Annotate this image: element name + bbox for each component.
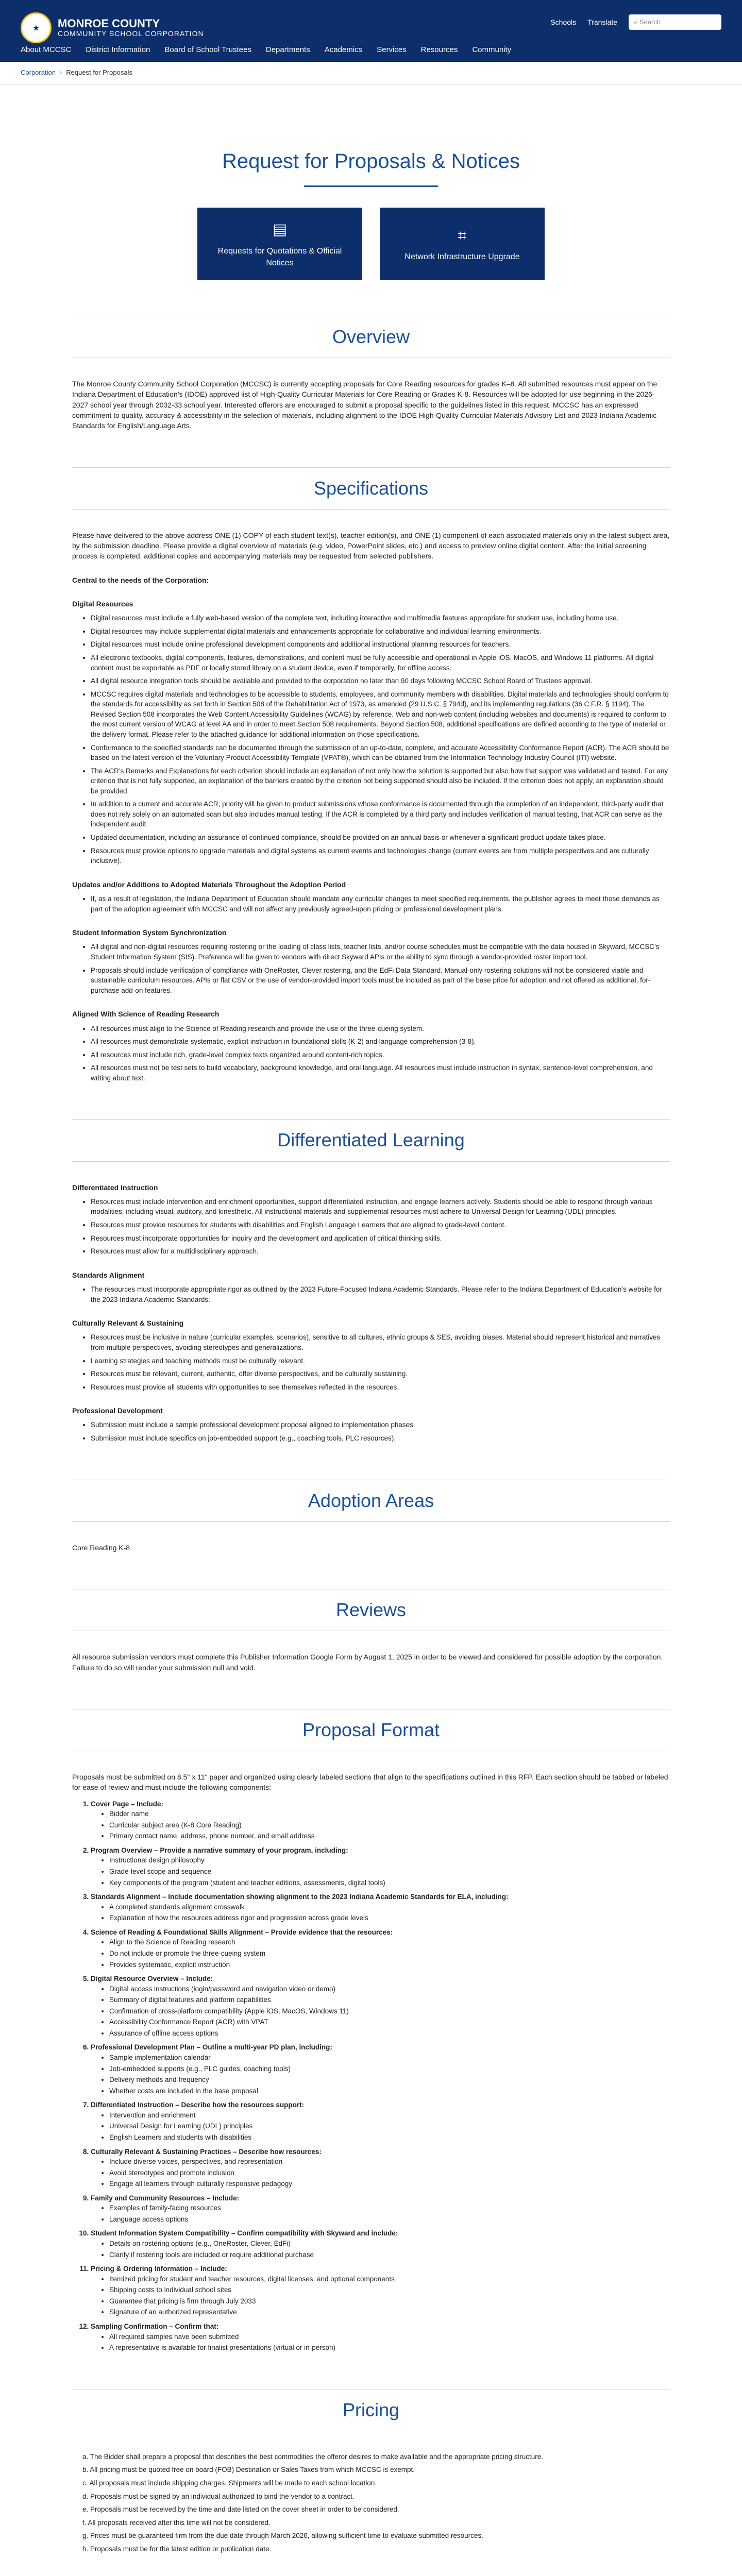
format-subitem: • Language access options <box>109 2214 670 2225</box>
format-subitem: • Primary contact name, address, phone number, and email address <box>109 1831 670 1841</box>
list-item: • Updated documentation, including an assurance of continued compliance, should be provided on an annual basis or whenever a significant product update takes place. <box>91 833 670 843</box>
format-subitem: • Key components of the program (student and teacher editions, assessments, digital tools) <box>109 1878 670 1888</box>
pd-list <box>91 1420 670 1443</box>
format-subitem: • A completed standards alignment crosswalk <box>109 1902 670 1912</box>
format-subitem: • Delivery methods and frequency <box>109 2075 670 2085</box>
pd-heading: Professional Development <box>72 1406 163 1415</box>
nav-item[interactable]: Community <box>472 45 512 54</box>
format-item-title: Professional Development Plan – Outline a multi-year PD plan, including: <box>91 2043 332 2052</box>
list-item: • All resources must not be test sets to build vocabulary, background knowledge, and oral language. All resources must include instruction in syntax, sentence-level comprehension, and writing about text. <box>91 1063 670 1083</box>
digital-heading: Digital Resources <box>72 600 133 608</box>
section-heading: Proposal Format <box>72 1709 670 1751</box>
translate-menu[interactable]: Translate <box>587 18 617 26</box>
format-item-title: Standards Alignment – Include documentation showing alignment to the 2023 Indiana Academic Standards for ELA, including: <box>91 1893 509 1901</box>
format-sublist <box>109 2274 670 2317</box>
nav-item[interactable]: Academics <box>324 45 363 54</box>
format-item <box>91 2147 670 2189</box>
format-list <box>91 1799 670 2353</box>
format-subitem: • Engage all learners through culturally responsive pedagogy <box>109 2179 670 2189</box>
section-heading: Pricing <box>72 2389 670 2431</box>
list-item: • All electronic textbooks, digital components, features, demonstrations, and content must be fully accessible and operational in Apple iOS, MacOS, and Windows 11 platforms. All digital content must be exportable as PDF or locally stored library on a student device, even if temporarily, for offline access. <box>91 653 670 673</box>
format-item-title: Pricing & Ordering Information – Include: <box>91 2265 227 2273</box>
format-item <box>91 1799 670 1841</box>
format-subitem: • Bidder name <box>109 1809 670 1819</box>
breadcrumb-separator: › <box>59 69 62 77</box>
format-subitem: • Universal Design for Learning (UDL) principles <box>109 2121 670 2131</box>
central-heading: Central to the needs of the Corporation: <box>72 575 209 584</box>
format-subitem: • Guarantee that pricing is firm through July 2033 <box>109 2296 670 2307</box>
page-title: Request for Proposals & Notices <box>222 150 520 173</box>
standards-heading: Standards Alignment <box>72 1270 145 1279</box>
list-item: • All resources must include rich, grade-level complex texts organized around content-rich topics. <box>91 1050 670 1060</box>
list-item: • All digital and non-digital resources requiring rostering or the loading of class lists, teacher lists, and/or course schedules must be compatible with the data housed in Skyward, MCCSC’s Student Information System (SIS). Preference will be given to vendors with direct Skyward APIs or the ability to sync through a vendor-provided roster import tool. <box>91 942 670 962</box>
updates-heading: Updates and/or Additions to Adopted Materials Throughout the Adoption Period <box>72 880 346 889</box>
list-item: • Learning strategies and teaching methods must be culturally relevant. <box>91 1356 670 1366</box>
search-icon: ⌕ <box>634 18 639 26</box>
list-item: • If, as a result of legislation, the Indiana Department of Education should mandate any curricular changes to meet specified requirements, the publisher agrees to meet those demands as part of the adoption agreement with MCCSC and will not affect any previously agreed-upon pricing or professional development plans. <box>91 894 670 914</box>
section-heading: Adoption Areas <box>72 1480 670 1522</box>
format-sublist <box>109 1984 670 2039</box>
format-subitem: • Details on rostering options (e.g., OneRoster, Clever, EdFi) <box>109 2239 670 2249</box>
list-item: • The ACR’s Remarks and Explanations for each criterion should include an explanation of not only how the solution is supported but also how that support was validated and tested. For any criterion that is not fully supported, an explanation of the barriers created by the criterion not being supported should also be included. If the criterion does not apply, an explanation should be provided. <box>91 766 670 796</box>
format-subitem: • Whether costs are included in the base proposal <box>109 2086 670 2096</box>
format-subitem: • Accessibility Conformance Report (ACR) with VPAT <box>109 2017 670 2027</box>
format-item <box>91 2100 670 2142</box>
format-subitem: • Explanation of how the resources address rigor and progression across grade levels <box>109 1913 670 1923</box>
list-item: • All digital resource integration tools should be available and provided to the corporation no later than 90 days following MCCSC School Board of Trustees approval. <box>91 676 670 686</box>
overview-text: The Monroe County Community School Corporation (MCCSC) is currently accepting proposals for Core Reading resources for grades K–8. All submitted resources must appear on the Indiana Department of Education’s (IDOE) approved list of High-Quality Curricular Materials for Core Reading or Grades K-8. Resources will be adopted for use beginning in the 2026-2027 school year through 2032-33 school year. Interested offerors are encouraged to submit a proposal specific to the guidelines listed in this request. MCCSC has an expressed commitment to quality, accuracy & accessibility in the selection of materials, including alignment to the IDOE High-Quality Curricular Materials Advisory List and 2023 Indiana Academic Standards for English/Language Arts. <box>72 380 657 430</box>
format-subitem: • Do not include or promote the three-cueing system <box>109 1948 670 1959</box>
list-item: • Proposals should include verification of compliance with OneRoster, Clever rostering, and the EdFi Data Standard. Manual-only rostering solutions will not be considered viable and sustainable curriculum resources. APIs or flat CSV or the use of vendor-provided import tools must be included as part of the base price for adoption and not offered as additional, for-purchase add-on features. <box>91 965 670 996</box>
format-sublist <box>109 2053 670 2096</box>
format-subitem: • Assurance of offline access options <box>109 2028 670 2039</box>
format-item <box>91 2228 670 2260</box>
list-item: • Digital resources may include supplemental digital materials and enhancements appropriate for collaborative and individual learning environments. <box>91 626 670 637</box>
format-item-title: Student Information System Compatibility – Confirm compatibility with Skyward and include: <box>91 2229 398 2238</box>
list-item: h. Proposals must be for the latest edition or publication date. <box>82 2545 272 2553</box>
culture-list <box>91 1332 670 1392</box>
format-subitem: • Curricular subject area (K-8 Core Reading) <box>109 1820 670 1831</box>
diff-heading: Differentiated Instruction <box>72 1183 158 1192</box>
format-item-title: Sampling Confirmation – Confirm that: <box>91 2322 219 2330</box>
format-subitem: • All required samples have been submitted <box>109 2332 670 2342</box>
format-subitem: • Job-embedded supports (e.g., PLC guides, coaching tools) <box>109 2064 670 2074</box>
format-item <box>91 1927 670 1970</box>
format-subitem: • English Learners and students with disabilities <box>109 2132 670 2143</box>
nav-item[interactable]: Board of School Trustees <box>164 45 251 54</box>
format-item <box>91 1845 670 1888</box>
format-subitem: • Itemized pricing for student and teacher resources, digital licenses, and optional components <box>109 2274 670 2284</box>
cta-row <box>72 208 670 280</box>
nav-item[interactable]: Resources <box>420 45 458 54</box>
format-item <box>91 2193 670 2225</box>
list-item: • The resources must incorporate appropriate rigor as outlined by the 2023 Future-Focused Indiana Academic Standards. Please refer to the Indiana Department of Education’s website for the 2023 Indiana Academic Standards. <box>91 1284 670 1304</box>
list-item: • Digital resources must include a fully web-based version of the complete text, including interactive and multimedia features appropriate for student use, including home use. <box>91 613 670 623</box>
list-item: • Resources must allow for a multidisciplinary approach. <box>91 1246 670 1257</box>
format-sublist <box>109 2332 670 2353</box>
pricing-list <box>82 2452 670 2554</box>
format-subitem: • Shipping costs to individual school sites <box>109 2285 670 2295</box>
format-item-title: Differentiated Instruction – Describe how the resources support: <box>91 2101 305 2109</box>
format-sublist <box>109 1809 670 1841</box>
breadcrumb-current: Request for Proposals <box>66 69 132 77</box>
list-item: • Resources must be inclusive in nature (curricular examples, scenarios), sensitive to all cultures, ethnic groups & SES, avoiding biases. Material should represent historical and narratives from multiple perspectives, avoiding stereotypes and generalizations. <box>91 1332 670 1352</box>
network-upgrade-button[interactable]: ⌗ Network Infrastructure Upgrade <box>380 208 545 280</box>
format-subitem: • Provides systematic, explicit instruction <box>109 1960 670 1970</box>
list-item: b. All pricing must be quoted free on board (FOB) Destination or Sales Taxes from which MCCSC is exempt. <box>82 2466 415 2474</box>
list-item: a. The Bidder shall prepare a proposal that describes the best commodities the offeror desires to make available and the appropriate pricing structure. <box>82 2452 543 2461</box>
page-content <box>0 146 742 2576</box>
list-item: c. All proposals must include shipping charges. Shipments will be made to each school location. <box>82 2479 377 2487</box>
title-divider <box>304 185 438 187</box>
logo-line-2: COMMUNITY SCHOOL CORPORATION <box>58 29 204 38</box>
nav-item[interactable]: District Information <box>86 45 150 54</box>
sor-list <box>91 1024 670 1083</box>
diff-list <box>91 1197 670 1257</box>
section-heading: Overview <box>72 316 670 358</box>
format-subitem: • Sample implementation calendar <box>109 2053 670 2063</box>
sis-heading: Student Information System Synchronization <box>72 928 227 937</box>
main-nav <box>21 44 721 56</box>
format-subitem: • Avoid stereotypes and promote inclusion <box>109 2168 670 2178</box>
site-header <box>0 0 742 62</box>
utility-nav <box>550 14 721 30</box>
format-item <box>91 2321 670 2353</box>
quotations-button[interactable]: ▤ Requests for Quotations & Official Notices <box>197 208 362 280</box>
format-item-title: Digital Resource Overview – Include: <box>91 1975 213 1983</box>
section-heading: Differentiated Learning <box>72 1119 670 1161</box>
format-item <box>91 1892 670 1923</box>
list-item: • Resources must provide all students with opportunities to see themselves reflected in the resources. <box>91 1382 670 1393</box>
list-item: • Digital resources must include online professional development components and additional instructional planning resources for teachers. <box>91 639 670 650</box>
format-subitem: • Grade-level scope and sequence <box>109 1867 670 1877</box>
section-heading: Reviews <box>72 1589 670 1631</box>
format-subitem: • Summary of digital features and platform capabilities <box>109 1995 670 2005</box>
list-item: d. Proposals must be signed by an individual authorized to bind the vendor to a contract. <box>82 2492 355 2500</box>
format-subitem: • Signature of an authorized representative <box>109 2307 670 2317</box>
format-subitem: • A representative is available for finalist presentations (virtual or in-person) <box>109 2343 670 2353</box>
list-item: • In addition to a current and accurate ACR, priority will be given to product submissions whose conformance is documented through the completion of an independent, third-party audit that does not rely solely on an automated scan but also includes manual testing. If the ACR is completed by a third party and includes verification of manual testing, that ACR can serve as the independent audit. <box>91 799 670 829</box>
format-item-title: Cover Page – Include: <box>91 1800 164 1808</box>
format-sublist <box>109 2203 670 2224</box>
format-subitem: • Clarify if rostering tools are included or require additional purchase <box>109 2250 670 2260</box>
district-logo[interactable] <box>21 12 204 43</box>
format-subitem: • Include diverse voices, perspectives, and representation <box>109 2157 670 2167</box>
nav-item[interactable]: Departments <box>265 45 310 54</box>
format-item <box>91 2042 670 2096</box>
format-item <box>91 1974 670 2038</box>
list-item: • Submission must include a sample professional development proposal aligned to implementation phases. <box>91 1420 670 1430</box>
format-subitem: • Examples of family-facing resources <box>109 2203 670 2213</box>
format-sublist <box>109 2110 670 2143</box>
updates-list <box>91 894 670 914</box>
list-item: • All resources must demonstrate systematic, explicit instruction in foundational skills (K-2) and language comprehension (3-8). <box>91 1037 670 1047</box>
section-heading: Specifications <box>72 467 670 510</box>
format-intro: Proposals must be submitted on 8.5" x 11" paper and organized using clearly labeled sections that align to the specifications outlined in this RFP. Each section should be tabbed or labeled for ease of review and must include the following components: <box>72 1773 668 1792</box>
sis-list <box>91 942 670 995</box>
nav-item[interactable]: Services <box>377 45 407 54</box>
format-item-title: Culturally Relevant & Sustaining Practices – Describe how resources: <box>91 2147 322 2156</box>
format-item-title: Family and Community Resources – Include: <box>91 2194 240 2202</box>
format-sublist <box>109 1855 670 1888</box>
format-sublist <box>109 1937 670 1970</box>
format-subitem: • Intervention and enrichment <box>109 2110 670 2121</box>
format-sublist <box>109 2239 670 2260</box>
format-item-title: Science of Reading & Foundational Skills Alignment – Provide evidence that the resources: <box>91 1928 393 1936</box>
format-subitem: • Digital access instructions (login/password and navigation video or demo) <box>109 1984 670 1994</box>
breadcrumb-link[interactable]: Corporation <box>21 69 56 77</box>
list-item: • MCCSC requires digital materials and technologies to be accessible to students, employees, and community members with disabilities. Digital materials and technologies should conform to the standards for accessibility as set forth in Section 508 of the Rehabilitation Act of 1973, as amended (29 U.S.C. § 794d), and its implementing regulations (36 C.F.R. § 1194). The Revised Section 508 incorporates the Web Content Accessibility Guidelines (WCAG) by reference. Web and non-web content (including websites and documents) is required to conform to the most current version of WCAG at level AA and in order to meet Section 508 requirements. Beyond Section 508, additional specifications are defined according to the type of material or the delivery format. Please refer to the attached guidance for additional information on those specifications. <box>91 689 670 740</box>
list-item: f. All proposals received after this time will not be considered. <box>82 2518 271 2527</box>
district-seal-icon: ★ <box>21 12 52 43</box>
format-subitem: • Confirmation of cross-platform compatibility (Apple iOS, MacOS, Windows 11) <box>109 2006 670 2016</box>
nav-item[interactable]: About MCCSC <box>21 45 72 54</box>
document-icon: ▤ <box>272 221 288 239</box>
format-subitem: • Instructional design philosophy <box>109 1855 670 1866</box>
digital-list <box>91 613 670 866</box>
list-item: • Resources must be relevant, current, authentic, offer diverse perspectives, and be culturally sustaining. <box>91 1369 670 1379</box>
format-sublist <box>109 2157 670 2189</box>
format-item <box>91 2264 670 2317</box>
list-item: • Submission must include specifics on job-embedded support (e.g., coaching tools, PLC resources). <box>91 1433 670 1444</box>
schools-menu[interactable]: Schools <box>550 18 577 26</box>
standards-list <box>91 1284 670 1304</box>
format-item-title: Program Overview – Provide a narrative summary of your program, including: <box>91 1846 348 1854</box>
list-item: • Resources must include intervention and enrichment opportunities, support differentiated instruction, and engage learners actively. Students should be able to respond through various modalities, including visual, auditory, and kinesthetic. All instructional materials and supplemental resources must adhere to Universal Design for Learning (UDL) principles. <box>91 1197 670 1217</box>
spec-intro: Please have delivered to the above address ONE (1) COPY of each student text(s), teacher edition(s), and ONE (1) component of each associated materials only in the latest subject area, by the submission deadline. Please provide a digital overview of materials (e.g. video, PowerPoint slides, etc.) and access to preview online digital content. After the initial screening process is completed, additional copies and accompanying materials may be requested from selected publishers. <box>72 531 670 561</box>
reviews-text: All resource submission vendors must complete this Publisher Information Google Form by August 1, 2025 in order to be viewed and considered for possible adoption by the corporation. Failure to do so will render your submission null and void. <box>72 1653 663 1672</box>
list-item: • Resources must provide resources for students with disabilities and English Language Learners that are aligned to grade-level content. <box>91 1220 670 1230</box>
format-subitem: • Align to the Science of Reading research <box>109 1937 670 1947</box>
list-item: e. Proposals must be received by the time and date listed on the cover sheet in order to be considered. <box>82 2505 399 2514</box>
culture-heading: Culturally Relevant & Sustaining <box>72 1319 184 1328</box>
logo-line-1: MONROE COUNTY <box>58 17 160 30</box>
search-input[interactable]: ⌕ Search <box>629 14 721 30</box>
adoption-text: Core Reading K-8 <box>72 1543 130 1552</box>
list-item: • Resources must incorporate opportunities for inquiry and the development and application of critical thinking skills. <box>91 1233 670 1244</box>
list-item: • All resources must align to the Science of Reading research and provide the use of the three-cueing system. <box>91 1024 670 1034</box>
sor-heading: Aligned With Science of Reading Research <box>72 1010 220 1019</box>
list-item: • Resources must provide options to upgrade materials and digital systems as current events and technologies change (current events are from multiple perspectives and are culturally inclusive). <box>91 846 670 866</box>
breadcrumb <box>0 62 742 84</box>
list-item: • Conformance to the specified standards can be documented through the submission of an up-to-date, complete, and accurate Accessibility Conformance Report (ACR). The ACR should be based on the latest version of the Voluntary Product Accessibility Template (VPAT®), which can be obtained from the Information Technology Industry Council (ITI) website. <box>91 743 670 763</box>
list-item: g. Prices must be guaranteed firm from the due date through March 2026, allowing sufficient time to evaluate submitted resources. <box>82 2532 483 2540</box>
network-icon: ⌗ <box>458 227 467 244</box>
format-sublist <box>109 1902 670 1923</box>
